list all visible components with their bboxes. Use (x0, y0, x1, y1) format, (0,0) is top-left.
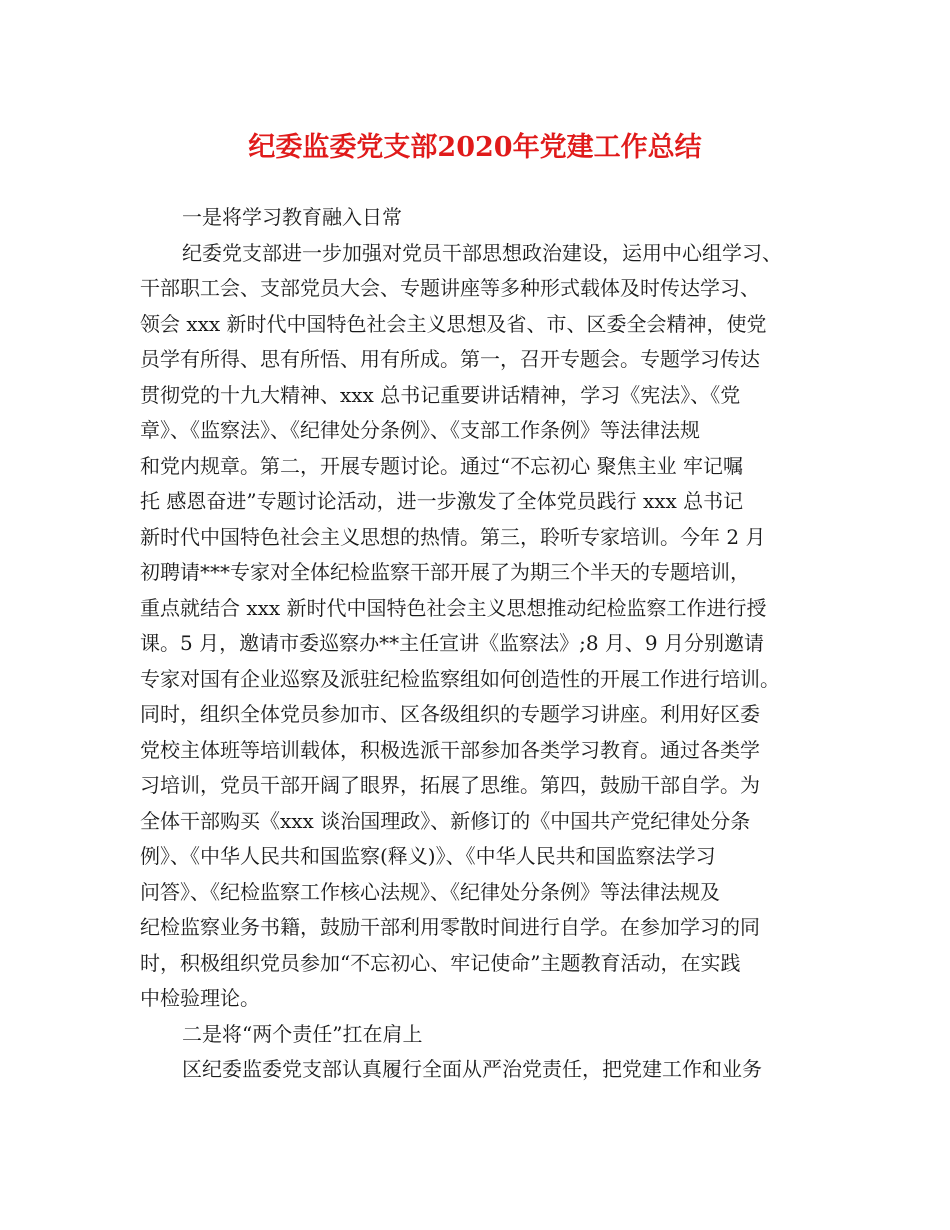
paragraph-line: 区纪委监委党支部认真履行全面从严治党责任，把党建工作和业务 (182, 1057, 762, 1081)
paragraph-line: 习培训，党员干部开阔了眼界，拓展了思维。第四，鼓励干部自学。为 (140, 773, 760, 797)
paragraph-line: 领会 xxx 新时代中国特色社会主义思想及省、市、区委全会精神，使党 (140, 311, 767, 336)
paragraph-line: 托 感恩奋进”专题讨论活动，进一步激发了全体党员践行 xxx 总书记 (140, 489, 744, 513)
document-body (140, 200, 830, 1088)
paragraph-line: 章》、《监察法》、《纪律处分条例》、《支部工作条例》等法律法规 (140, 418, 700, 442)
paragraph-line: 贯彻党的十九大精神、xxx 总书记重要讲话精神，学习《宪法》、《党 (140, 382, 741, 407)
paragraph-line: 和党内规章。第二，开展专题讨论。通过“不忘初心 聚焦主业 牢记嘱 (140, 453, 743, 478)
document-title: 纪委监委党支部2020年党建工作总结 (248, 132, 702, 163)
paragraph-line: 员学有所得、思有所悟、用有所成。第一，召开专题会。专题学习传达 (140, 347, 760, 371)
paragraph-line: 纪委党支部进一步加强对党员干部思想政治建设，运用中心组学习、 (182, 240, 782, 265)
paragraph-line: 中检验理论。 (140, 986, 260, 1010)
paragraph-line: 同时，组织全体党员参加市、区各级组织的专题学习讲座。利用好区委 (140, 702, 760, 726)
paragraph-line: 初聘请***专家对全体纪检监察干部开展了为期三个半天的专题培训， (140, 560, 750, 584)
paragraph-line: 纪检监察业务书籍，鼓励干部利用零散时间进行自学。在参加学习的同 (140, 915, 760, 939)
paragraph-line: 专家对国有企业巡察及派驻纪检监察组如何创造性的开展工作进行培训。 (140, 666, 780, 691)
paragraph-line: 问答》、《纪检监察工作核心法规》、《纪律处分条例》等法律法规及 (140, 879, 720, 904)
paragraph-line: 课。5 月，邀请市委巡察办**主任宣讲《监察法》;8 月、9 月分别邀请 (140, 631, 764, 655)
paragraph-line: 全体干部购买《xxx 谈治国理政》、新修订的《中国共产党纪律处分条 (140, 808, 751, 833)
paragraph-line: 时，积极组织党员参加“不忘初心、牢记使命”主题教育活动，在实践 (140, 950, 741, 975)
paragraph-line: 党校主体班等培训载体，积极选派干部参加各类学习教育。通过各类学 (140, 737, 760, 762)
paragraph-line: 重点就结合 xxx 新时代中国特色社会主义思想推动纪检监察工作进行授 (140, 595, 767, 620)
section-heading-1: 一是将学习教育融入日常 (182, 205, 402, 229)
paragraph-line: 例》、《中华人民共和国监察(释义)》、《中华人民共和国监察法学习 (140, 844, 716, 868)
paragraph-line: 新时代中国特色社会主义思想的热情。第三，聆听专家培训。今年 2 月 (140, 524, 766, 549)
section-heading-2: 二是将“两个责任”扛在肩上 (182, 1021, 423, 1046)
paragraph-line: 干部职工会、支部党员大会、专题讲座等多种形式载体及时传达学习、 (140, 276, 760, 300)
